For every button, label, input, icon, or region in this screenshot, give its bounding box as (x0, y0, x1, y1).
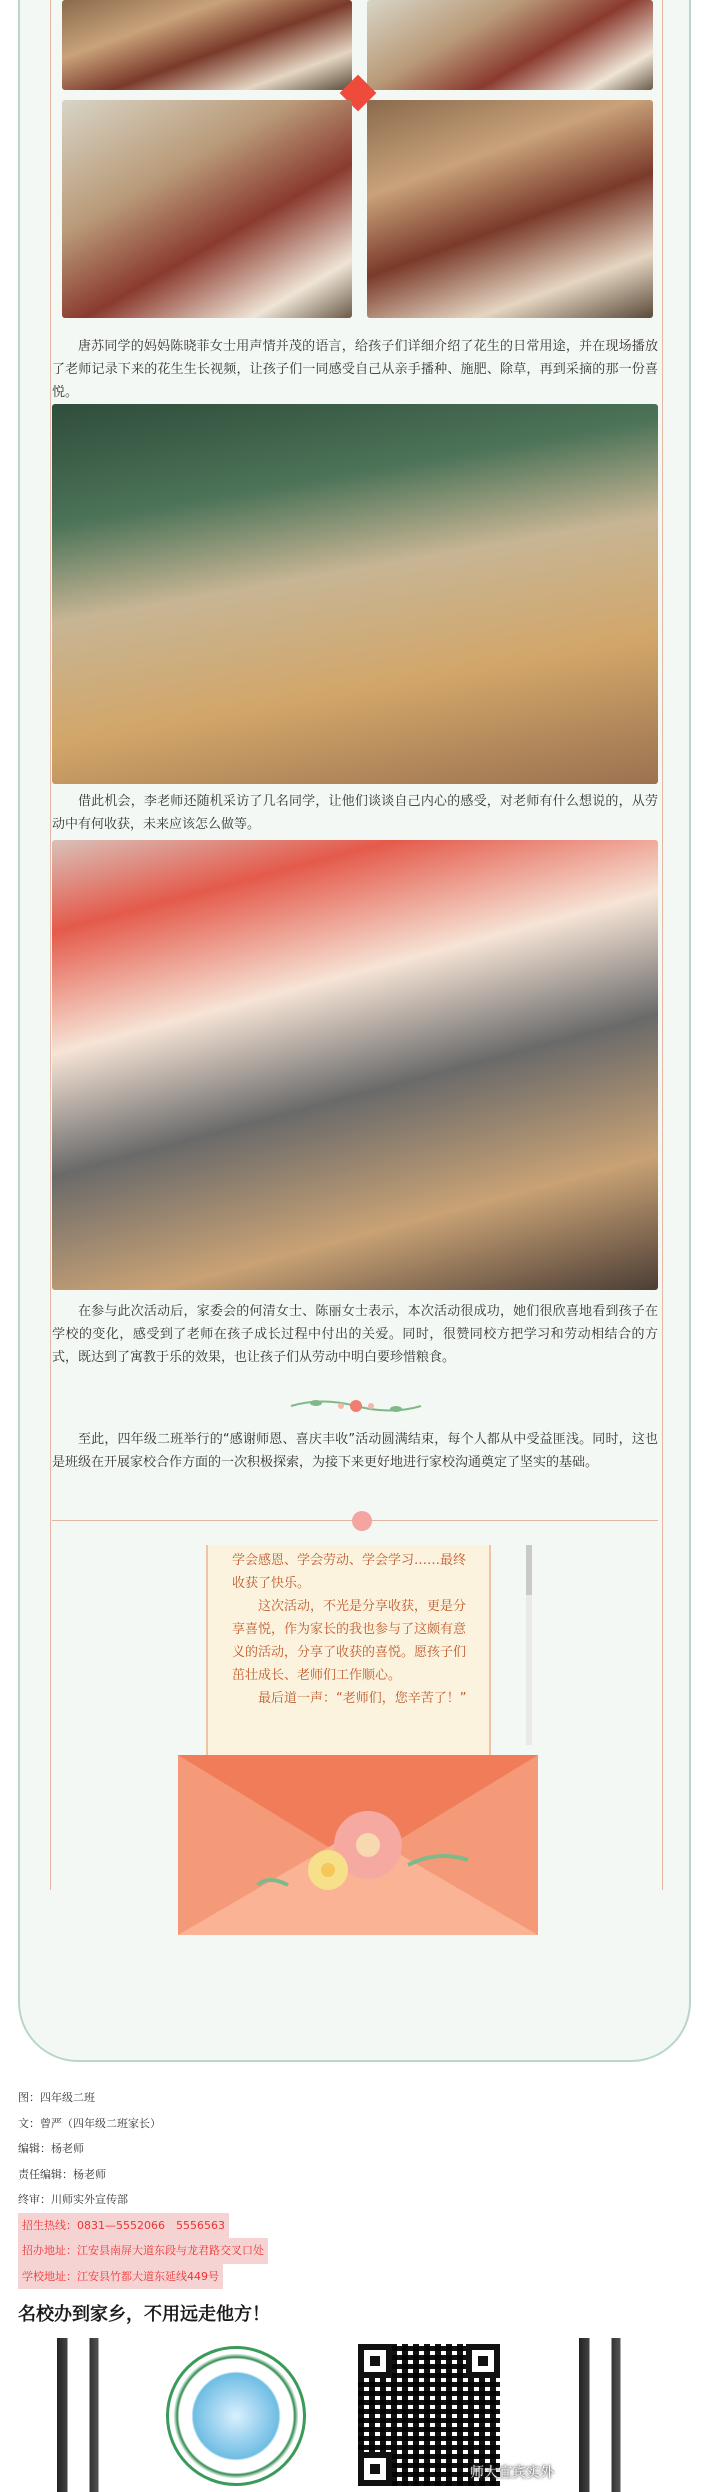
hotline: 招生热线：0831—5552066 5556563 (18, 2213, 229, 2239)
small-flower-icon (352, 1511, 372, 1531)
school-address: 学校地址：江安县竹都大道东延线449号 (18, 2264, 223, 2290)
letter-line: 这次活动，不光是分享收获，更是分享喜悦，作为家长的我也参与了这颇有意义的活动，分享了收获的喜悦。愿孩子们茁壮成长、老师们工作顺心。 (232, 1599, 467, 1683)
scrollbar[interactable] (526, 1545, 532, 1745)
credit-final-review: 终审：川师实外宣传部 (18, 2193, 128, 2206)
bamboo-left-icon (18, 2338, 148, 2492)
credit-photo: 图：四年级二班 (18, 2091, 95, 2104)
photo-classroom (52, 404, 658, 784)
photo-top-left (62, 0, 352, 90)
bamboo-right-icon (540, 2338, 670, 2492)
flower-divider-icon (286, 1395, 426, 1417)
qr-corner-icon (358, 2344, 392, 2378)
photo-top-right (367, 0, 653, 90)
photo-mid-left (62, 100, 352, 318)
scrollbar-thumb[interactable] (526, 1545, 532, 1595)
photo-mid-right (367, 100, 653, 318)
paragraph-peanut-intro: 唐苏同学的妈妈陈晓菲女士用声情并茂的语言，给孩子们详细介绍了花生的日常用途，并在现场播放了老师记录下来的花生生长视频，让孩子们一同感受自己从亲手播种、施肥、除草，再到采摘的那一份喜悦。 (52, 339, 658, 400)
credit-editor: 编辑：杨老师 (18, 2142, 84, 2155)
qr-corner-icon (466, 2344, 500, 2378)
footer-banner (18, 2338, 690, 2492)
envelope-icon (178, 1735, 538, 1935)
slogan: 名校办到家乡，不用远走他方！ (18, 2304, 270, 2325)
paragraph-parent-feedback: 在参与此次活动后，家委会的何清女士、陈丽女士表示，本次活动很成功，她们很欣喜地看到孩子在学校的变化，感受到了老师在孩子成长过程中付出的关爱。同时，很赞同校方把学习和劳动相结合的方式，既达到了寓教于乐的效果，也让孩子们从劳动中明白要珍惜粮食。 (52, 1304, 658, 1365)
credit-text: 文：曾严（四年级二班家长） (18, 2116, 161, 2130)
school-seal-icon (166, 2346, 306, 2486)
office-address: 招办地址：江安县南屏大道东段与龙君路交叉口处 (18, 2238, 268, 2264)
photo-interview (52, 840, 658, 1290)
paragraph-conclusion: 至此，四年级二班举行的“感谢师恩、喜庆丰收”活动圆满结束，每个人都从中受益匪浅。同时，这也是班级在开展家校合作方面的一次积极探索，为接下来更好地进行家校沟通奠定了坚实的基础。 (52, 1432, 658, 1470)
letter-line: 最后道一声：“老师们，您辛苦了！” (258, 1691, 467, 1706)
credits-block (18, 2085, 658, 2289)
letter-line: 学会感恩、学会劳动、学会学习……最终收获了快乐。 (232, 1553, 467, 1591)
paragraph-interview: 借此机会，李老师还随机采访了几名同学，让他们谈谈自己内心的感受，对老师有什么想说的，从劳动中有何收获，未来应该怎么做等。 (52, 794, 658, 832)
qr-corner-icon (358, 2452, 392, 2486)
credit-responsible-editor: 责任编辑：杨老师 (18, 2167, 106, 2181)
watermark: 师大宜宾实外 (470, 2465, 554, 2481)
